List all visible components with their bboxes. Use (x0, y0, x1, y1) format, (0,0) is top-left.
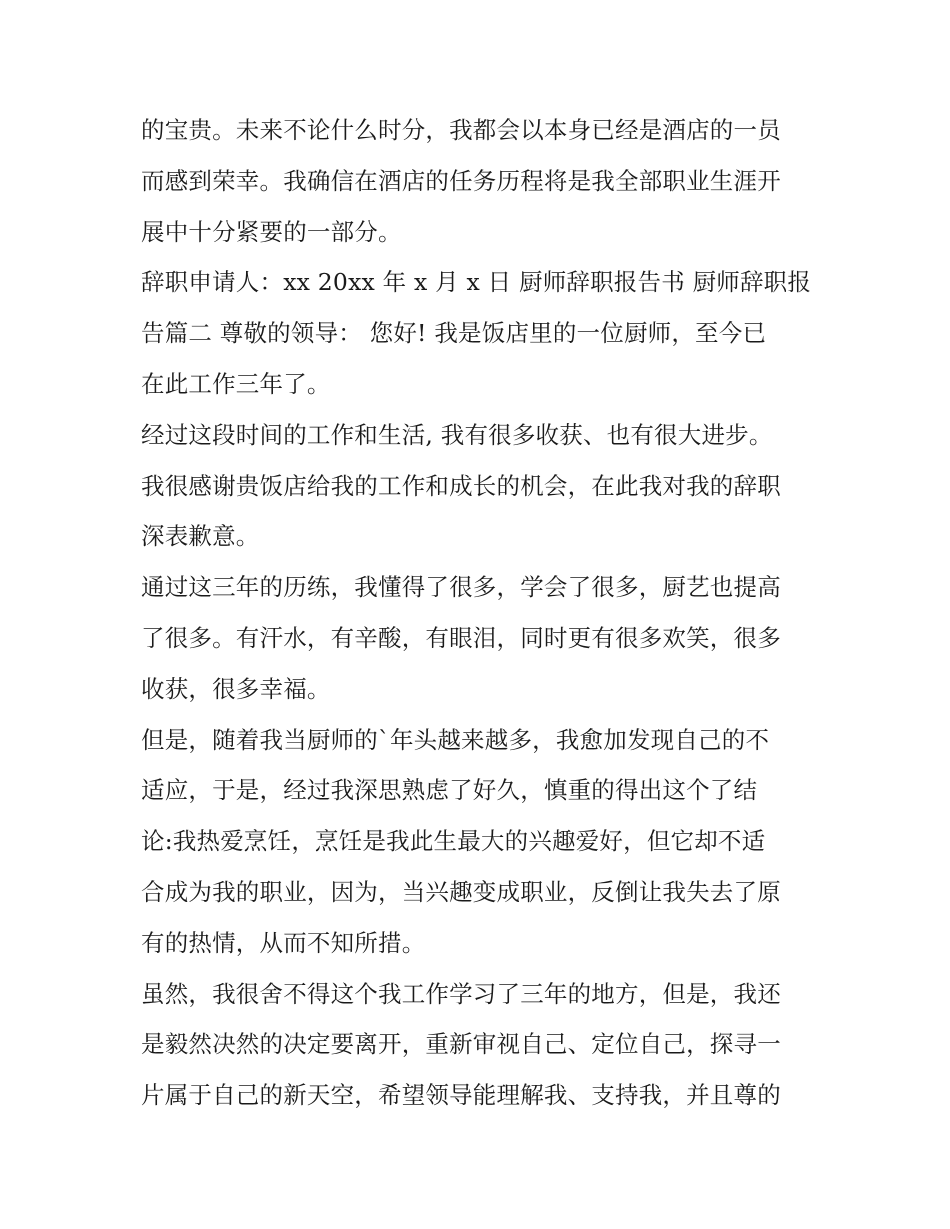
text-line: 但是，随着我当厨师的`年头越来越多，我愈加发现自己的不 (141, 725, 770, 754)
text-line: 告篇二 尊敬的领导： 您好! 我是饭店里的一位厨师，至今已 (141, 319, 767, 348)
text-line: 深表歉意。 (141, 522, 260, 551)
paragraph-decision-to-leave (141, 969, 821, 1121)
text-line: 虽然，我很舍不得这个我工作学习了三年的地方，但是，我还 (141, 979, 781, 1008)
text-line: 有的热情，从而不知所措。 (141, 928, 426, 957)
text-line: 了很多。有汗水，有辛酸，有眼泪，同时更有很多欢笑，很多 (141, 623, 781, 652)
text-line: 合成为我的职业，因为，当兴趣变成职业，反倒让我失去了原 (141, 877, 781, 906)
text-line: 辞职申请人：xx 20xx 年 x 月 x 日 厨师辞职报告书 厨师辞职报 (141, 268, 812, 297)
text-line: 在此工作三年了。 (141, 369, 331, 398)
text-line: 展中十分紧要的一部分。 (141, 217, 402, 246)
text-line: 适应，于是，经过我深思熟虑了好久，慎重的得出这个了结 (141, 776, 758, 805)
paragraph-reason-for-leaving (141, 715, 821, 969)
text-line: 是毅然决然的决定要离开，重新审视自己、定位自己，探寻一 (141, 1030, 781, 1059)
paragraph-closing-gratitude (141, 105, 821, 257)
text-line: 片属于自己的新天空，希望领导能理解我、支持我，并且尊的 (141, 1081, 781, 1110)
text-line: 经过这段时间的工作和生活, 我有很多收获、也有很大进步。 (141, 420, 773, 449)
text-line: 通过这三年的历练，我懂得了很多，学会了很多，厨艺也提高 (141, 573, 781, 602)
paragraph-three-years-experience (141, 562, 821, 714)
text-line: 而感到荣幸。我确信在酒店的任务历程将是我全部职业生涯开 (141, 166, 781, 195)
document-body (141, 105, 821, 1121)
paragraph-signature-and-letter-two-intro (141, 257, 821, 409)
paragraph-gains-and-apology (141, 410, 821, 562)
text-line: 论:我热爱烹饪，烹饪是我此生最大的兴趣爱好，但它却不适 (141, 827, 766, 856)
text-line: 的宝贵。未来不论什么时分，我都会以本身已经是酒店的一员 (141, 116, 781, 144)
text-line: 我很感谢贵饭店给我的工作和成长的机会，在此我对我的辞职 (141, 471, 781, 500)
text-line: 收获，很多幸福。 (141, 674, 331, 703)
